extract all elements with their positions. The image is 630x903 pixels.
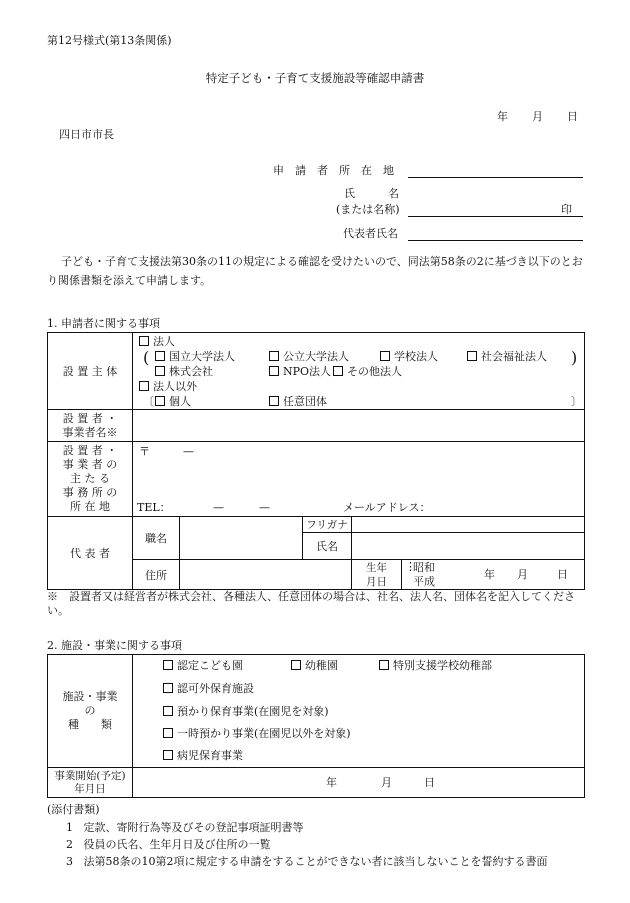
checkbox-icon <box>155 396 165 406</box>
checkbox-icon <box>163 683 173 693</box>
bracket-right-icon: ) <box>571 348 578 367</box>
position-field[interactable] <box>180 517 303 560</box>
rep-address-label: 住所 <box>133 560 180 590</box>
era-heisei[interactable]: 平成 <box>413 575 435 588</box>
tel-dash-2: — <box>259 500 270 514</box>
section1-title: 1. 申請者に関する事項 <box>47 317 160 330</box>
checkbox-icon <box>467 351 477 361</box>
corp-school[interactable]: 学校法人 <box>380 350 438 364</box>
rep-name-label: 氏名 <box>303 533 352 560</box>
type-special-school[interactable]: 特別支援学校幼稚部 <box>379 659 492 673</box>
checkbox-icon <box>333 366 343 376</box>
representative-name-label: 代表者氏名 <box>343 227 398 240</box>
footnote: ※ 設置者又は経営者が株式会社、各種法人、任意団体の場合は、社名、法人名、団体名を記入してください。 <box>47 590 575 617</box>
era-showa[interactable]: 昭和 <box>413 561 435 574</box>
addressee: 四日市市長 <box>59 128 114 141</box>
type-sick-child-care[interactable]: 病児保育事業 <box>163 749 243 763</box>
checkbox-icon <box>379 660 389 670</box>
checkbox-icon <box>291 660 301 670</box>
birth-day: 日 <box>557 568 568 581</box>
date-month: 月 <box>532 110 543 123</box>
application-date <box>497 110 578 124</box>
contact-row <box>133 500 585 517</box>
start-date-label: 事業開始(予定) 年月日 <box>48 768 133 798</box>
date-day: 日 <box>567 110 578 123</box>
form-number: 第12号様式(第13条関係) <box>47 34 172 47</box>
applicant-address-field[interactable] <box>408 164 583 178</box>
birth-label: 生年 月日 <box>352 560 402 590</box>
non-corp-individual[interactable]: 個人 <box>155 395 191 409</box>
non-corp-option[interactable]: 法人以外 <box>139 380 197 394</box>
corp-social-welfare[interactable]: 社会福祉法人 <box>467 350 547 364</box>
applicant-info-table <box>47 332 585 590</box>
corp-kabushiki[interactable]: 株式会社 <box>155 365 213 379</box>
intro-text: 子ども・子育て支援法第30条の11の規定による確認を受けたいので、同法第58条の2に基づき以下のとおり関係書類を添えて申請します。 <box>47 255 583 287</box>
checkbox-icon <box>163 728 173 738</box>
corp-national-univ[interactable]: 国立大学法人 <box>155 350 235 364</box>
bracket-left-small-icon: 〔 <box>143 395 154 408</box>
checkbox-icon <box>163 660 173 670</box>
checkbox-icon <box>155 351 165 361</box>
corp-other[interactable]: その他法人 <box>333 365 402 379</box>
start-date-field[interactable] <box>133 768 585 798</box>
attachment-item: 3 法第58条の10第2項に規定する申請をすることができない者に該当しないことを誓約する書面 <box>66 855 548 868</box>
applicant-name-field[interactable] <box>408 203 583 217</box>
seal-mark: 印 <box>561 203 572 216</box>
postal-dash: — <box>183 445 194 458</box>
birth-divider-icon: ⋮ <box>405 560 416 573</box>
checkbox-icon <box>139 381 149 391</box>
corp-npo[interactable]: NPO法人 <box>269 365 331 379</box>
start-month: 月 <box>381 776 392 789</box>
applicant-name-sub-label: (または名称) <box>336 203 400 216</box>
tel-dash-1: — <box>213 500 224 514</box>
checkbox-icon <box>269 366 279 376</box>
facility-info-table <box>47 654 585 798</box>
type-nintei-kodomoen[interactable]: 認定こども園 <box>163 659 243 673</box>
rep-name-field[interactable] <box>352 533 585 560</box>
start-day: 日 <box>424 776 435 789</box>
section2-title: 2. 施設・事業に関する事項 <box>47 639 182 652</box>
attachment-item: 1 定款、寄附行為等及びその登記事項証明書等 <box>66 821 304 834</box>
checkbox-icon <box>163 706 173 716</box>
type-unlicensed-nursery[interactable]: 認可外保育施設 <box>163 682 254 696</box>
start-year: 年 <box>326 776 337 789</box>
type-temporary-care[interactable]: 一時預かり事業(在園児以外を対象) <box>163 727 351 741</box>
checkbox-icon <box>155 366 165 376</box>
checkbox-icon <box>380 351 390 361</box>
birth-year: 年 <box>484 568 495 581</box>
tel-label: TEL： <box>137 500 171 514</box>
facility-type-cell <box>133 655 585 768</box>
office-address-label: 設 置 者 ・ 事 業 者 の 主 た る 事 務 所 の 所 在 地 <box>48 442 133 517</box>
birth-month: 月 <box>517 568 528 581</box>
corp-public-univ[interactable]: 公立大学法人 <box>269 350 349 364</box>
date-year: 年 <box>497 110 508 123</box>
representative-name-field[interactable] <box>408 227 583 241</box>
type-extended-care[interactable]: 預かり保育事業(在園児を対象) <box>163 705 329 719</box>
facility-type-label: 施設・事業 の 種 類 <box>48 655 133 768</box>
office-address-field[interactable] <box>133 442 585 500</box>
email-label: メールアドレス： <box>343 500 431 514</box>
attachment-item: 2 役員の氏名、生年月日及び住所の一覧 <box>66 838 271 851</box>
founder-name-field[interactable] <box>133 410 585 442</box>
rep-address-field[interactable] <box>180 560 352 590</box>
checkbox-icon <box>269 396 279 406</box>
type-kindergarten[interactable]: 幼稚園 <box>291 659 338 673</box>
applicant-name-label: 氏 名 <box>344 187 399 200</box>
birth-date-field[interactable] <box>402 560 585 590</box>
checkbox-icon <box>269 351 279 361</box>
checkbox-icon <box>163 750 173 760</box>
bracket-right-small-icon: 〕 <box>571 395 582 408</box>
position-label: 職名 <box>133 517 180 560</box>
non-corp-voluntary[interactable]: 任意団体 <box>269 395 327 409</box>
applicant-address-label: 申 請 者 所 在 地 <box>273 164 394 177</box>
furigana-label: フリガナ <box>303 517 352 533</box>
founder-name-label: 設 置 者 ・ 事業者名※ <box>48 410 133 442</box>
bracket-left-icon: ( <box>143 348 150 367</box>
page-title: 特定子ども・子育て支援施設等確認申請書 <box>205 71 425 85</box>
furigana-field[interactable] <box>352 517 585 533</box>
checkbox-icon <box>139 336 149 346</box>
corp-option[interactable]: 法人 <box>139 335 175 349</box>
attachments-title: (添付書類) <box>47 803 100 816</box>
founder-type-cell <box>133 333 585 410</box>
postal-mark: 〒 <box>139 445 150 458</box>
representative-label: 代 表 者 <box>48 517 133 590</box>
founder-type-label: 設 置 主 体 <box>48 333 133 410</box>
